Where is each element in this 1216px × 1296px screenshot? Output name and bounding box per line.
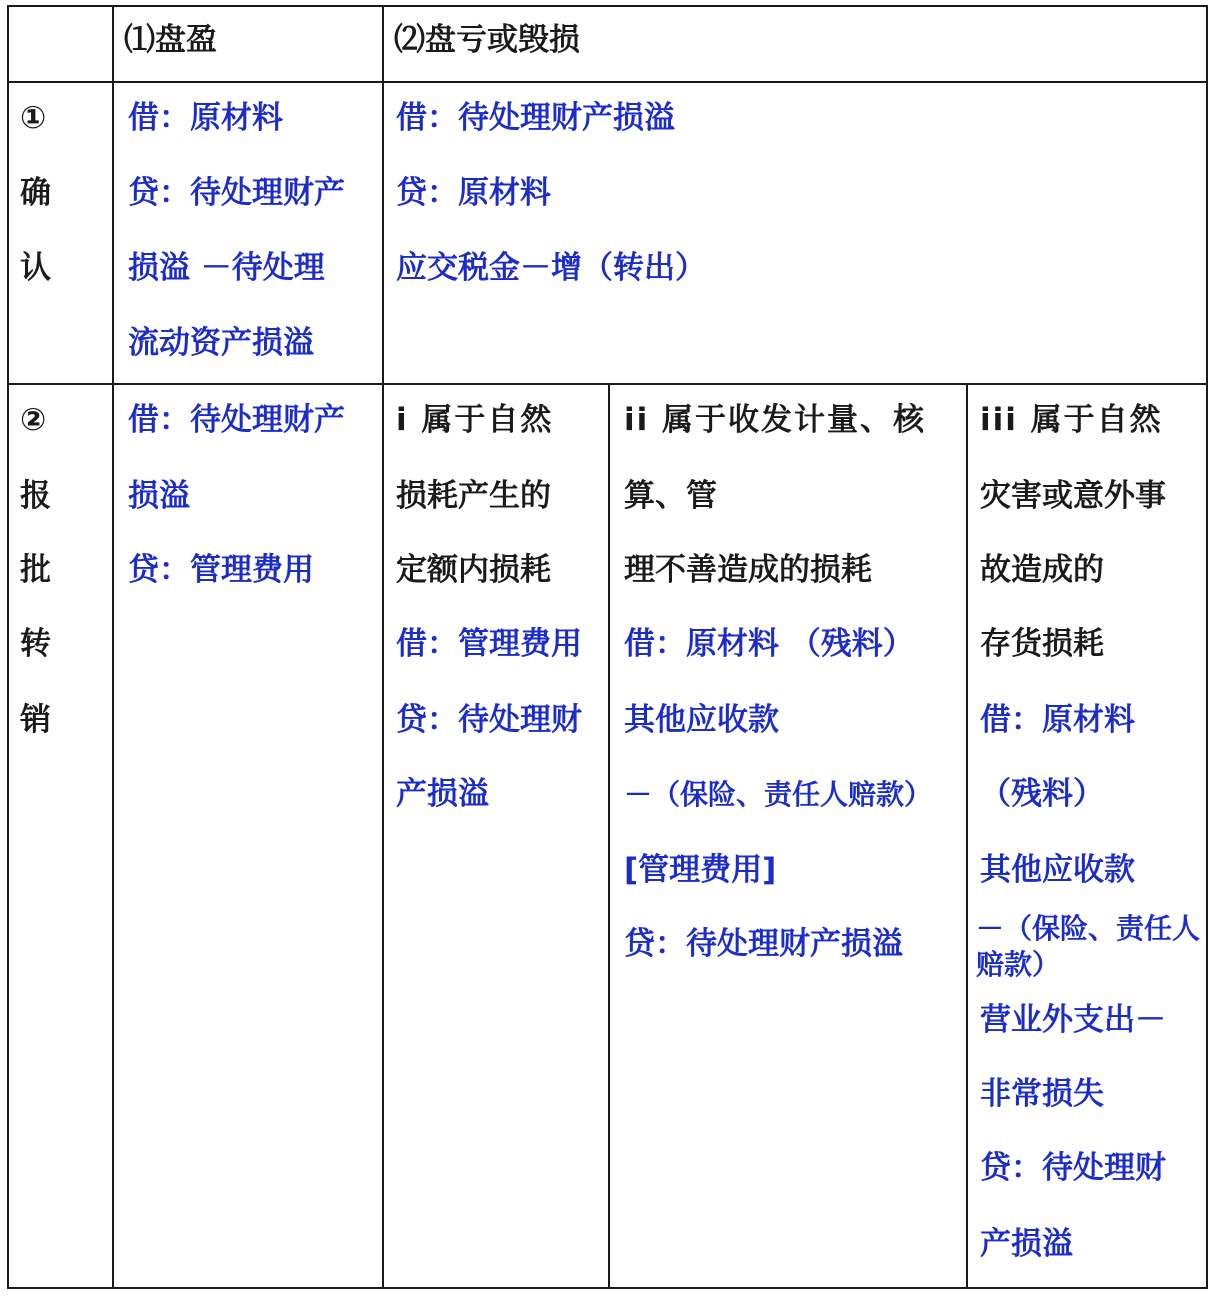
case-iii-entry: 赔款） (976, 948, 1061, 981)
case-iii-title: iii 属于自然 (980, 402, 1163, 438)
case-ii-entry: －（保险、责任人赔款） (624, 778, 933, 811)
row2-label: 报 (20, 478, 51, 514)
case-ii-entry: 其他应收款 (624, 702, 779, 738)
case-ii-entry: 借：原材料 （残料） (624, 626, 914, 662)
case-i-title: 定额内损耗 (396, 552, 551, 588)
table-border-top (7, 5, 1208, 7)
case-iii-entry: 借：原材料 (980, 702, 1135, 738)
row2-gain-entry: 借：待处理财产 (128, 402, 345, 438)
row2-gain-entry: 损溢 (128, 478, 190, 514)
row1-label: ① (20, 100, 47, 136)
row1-label: 认 (20, 250, 51, 286)
case-iii-entry: 非常损失 (980, 1076, 1104, 1112)
row1-gain-entry: 借：原材料 (128, 100, 283, 136)
case-iii-entry: 产损溢 (980, 1226, 1073, 1262)
row2-label: 批 (20, 552, 51, 588)
row1-gain-entry: 贷：待处理财产 (128, 175, 345, 211)
case-i-entry: 产损溢 (396, 776, 489, 812)
row1-loss-entry: 借：待处理财产损溢 (396, 100, 675, 136)
case-ii-title: 理不善造成的损耗 (624, 552, 872, 588)
case-ii-entry: 贷：待处理财产损溢 (624, 926, 903, 962)
table-divider-header (7, 81, 1208, 83)
case-iii-title: 存货损耗 (980, 626, 1104, 662)
row2-label: 转 (20, 626, 51, 662)
table-divider-gain (382, 5, 384, 1289)
case-i-entry: 贷：待处理财 (396, 702, 582, 738)
case-ii-title: ii 属于收发计量、核 (624, 402, 927, 438)
row1-gain-entry: 损溢 －待处理 (128, 250, 325, 286)
table-border-left (7, 5, 9, 1289)
case-iii-title: 灾害或意外事 (980, 478, 1166, 514)
case-iii-entry: 营业外支出－ (980, 1002, 1166, 1038)
case-iii-entry: 贷：待处理财 (980, 1150, 1166, 1186)
case-i-title: 损耗产生的 (396, 478, 551, 514)
table-divider-label (112, 5, 114, 1289)
case-iii-title: 故造成的 (980, 552, 1104, 588)
row2-gain-entry: 贷：管理费用 (128, 552, 314, 588)
table-divider-case-ii (966, 383, 968, 1289)
case-ii-title: 算、管 (624, 478, 717, 514)
header-loss: ⑵盘亏或毁损 (394, 22, 580, 58)
header-gain: ⑴盘盈 (124, 22, 217, 58)
row1-loss-entry: 应交税金－增（转出） (396, 250, 706, 286)
case-i-entry: 借：管理费用 (396, 626, 582, 662)
row1-gain-entry: 流动资产损溢 (128, 325, 314, 361)
table-divider-case-i (608, 383, 610, 1289)
row1-loss-entry: 贷：原材料 (396, 175, 551, 211)
table-border-right (1206, 5, 1208, 1289)
case-i-title: i 属于自然 (396, 402, 554, 438)
row2-label: ② (20, 402, 47, 438)
case-ii-entry: [管理费用] (624, 852, 777, 888)
row1-label: 确 (20, 175, 51, 211)
case-iii-entry: 其他应收款 (980, 852, 1135, 888)
case-iii-entry: （残料） (980, 776, 1104, 812)
case-iii-entry: －（保险、责任人 (976, 912, 1201, 945)
row2-label: 销 (20, 702, 51, 738)
